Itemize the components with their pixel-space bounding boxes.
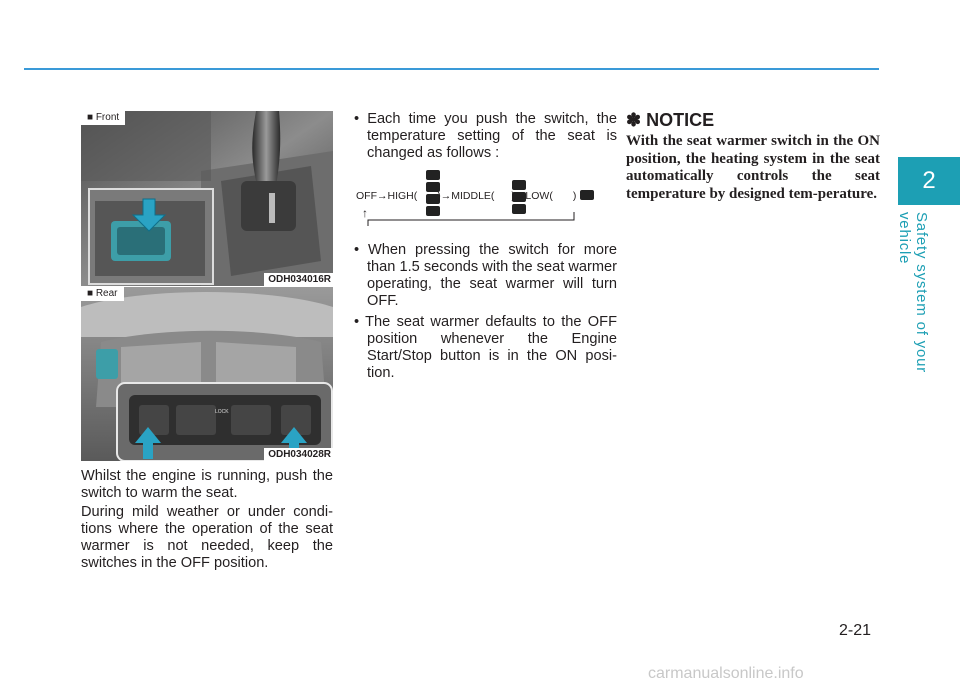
bullet-3: • The seat warmer defaults to the OFF position whenever the Engine Start/Stop button is in the ON posi-tion. [354, 314, 617, 381]
rear-seat-warmer-figure [81, 287, 333, 461]
left-paragraph-2: During mild weather or under condi-tions where the operation of the seat warmer is not needed, keep the switches in the OFF position. [81, 504, 333, 571]
page-number: 2-21 [839, 622, 872, 639]
return-arrow: ↑ [362, 206, 368, 220]
rear-panel-lock-label: LOCK [215, 409, 229, 415]
front-seat-warmer-figure [81, 111, 333, 286]
bullet-2: • When pressing the switch for more than 1.5 seconds with the seat warmer operating, the seat warmer will turn OFF. [354, 242, 617, 309]
seat-icon-low [580, 190, 594, 200]
chapter-number: 2 [922, 167, 936, 194]
rear-figure-code: ODH034028R [264, 448, 333, 461]
header-rule [24, 68, 879, 70]
temperature-sequence-diagram [354, 168, 606, 228]
front-figure-code: ODH034016R [264, 273, 333, 286]
rear-figure-label: ■ Rear [81, 287, 124, 301]
notice-body: With the seat warmer switch in the ON position, the heating system in the seat automatically controls the seat temperature by designed tem-perature. [626, 133, 880, 202]
left-paragraph-1: Whilst the engine is running, push the switch to warm the seat. [81, 468, 333, 501]
front-console-illustration [81, 111, 333, 286]
chapter-tab[interactable] [898, 157, 960, 205]
bullet-1: • Each time you push the switch, the temperature setting of the seat is changed as follows : [354, 111, 617, 161]
rear-seat-illustration [81, 287, 333, 461]
chapter-side-title: Safety system of your vehicle [896, 212, 930, 374]
sequence-text: OFF→HIGH( )→MIDDLE( )→LOW( ) [356, 190, 577, 202]
notice-title: ✽ NOTICE [626, 110, 715, 130]
watermark: carmanualsonline.info [648, 665, 804, 682]
return-line [368, 212, 574, 226]
front-figure-label: ■ Front [81, 111, 125, 125]
